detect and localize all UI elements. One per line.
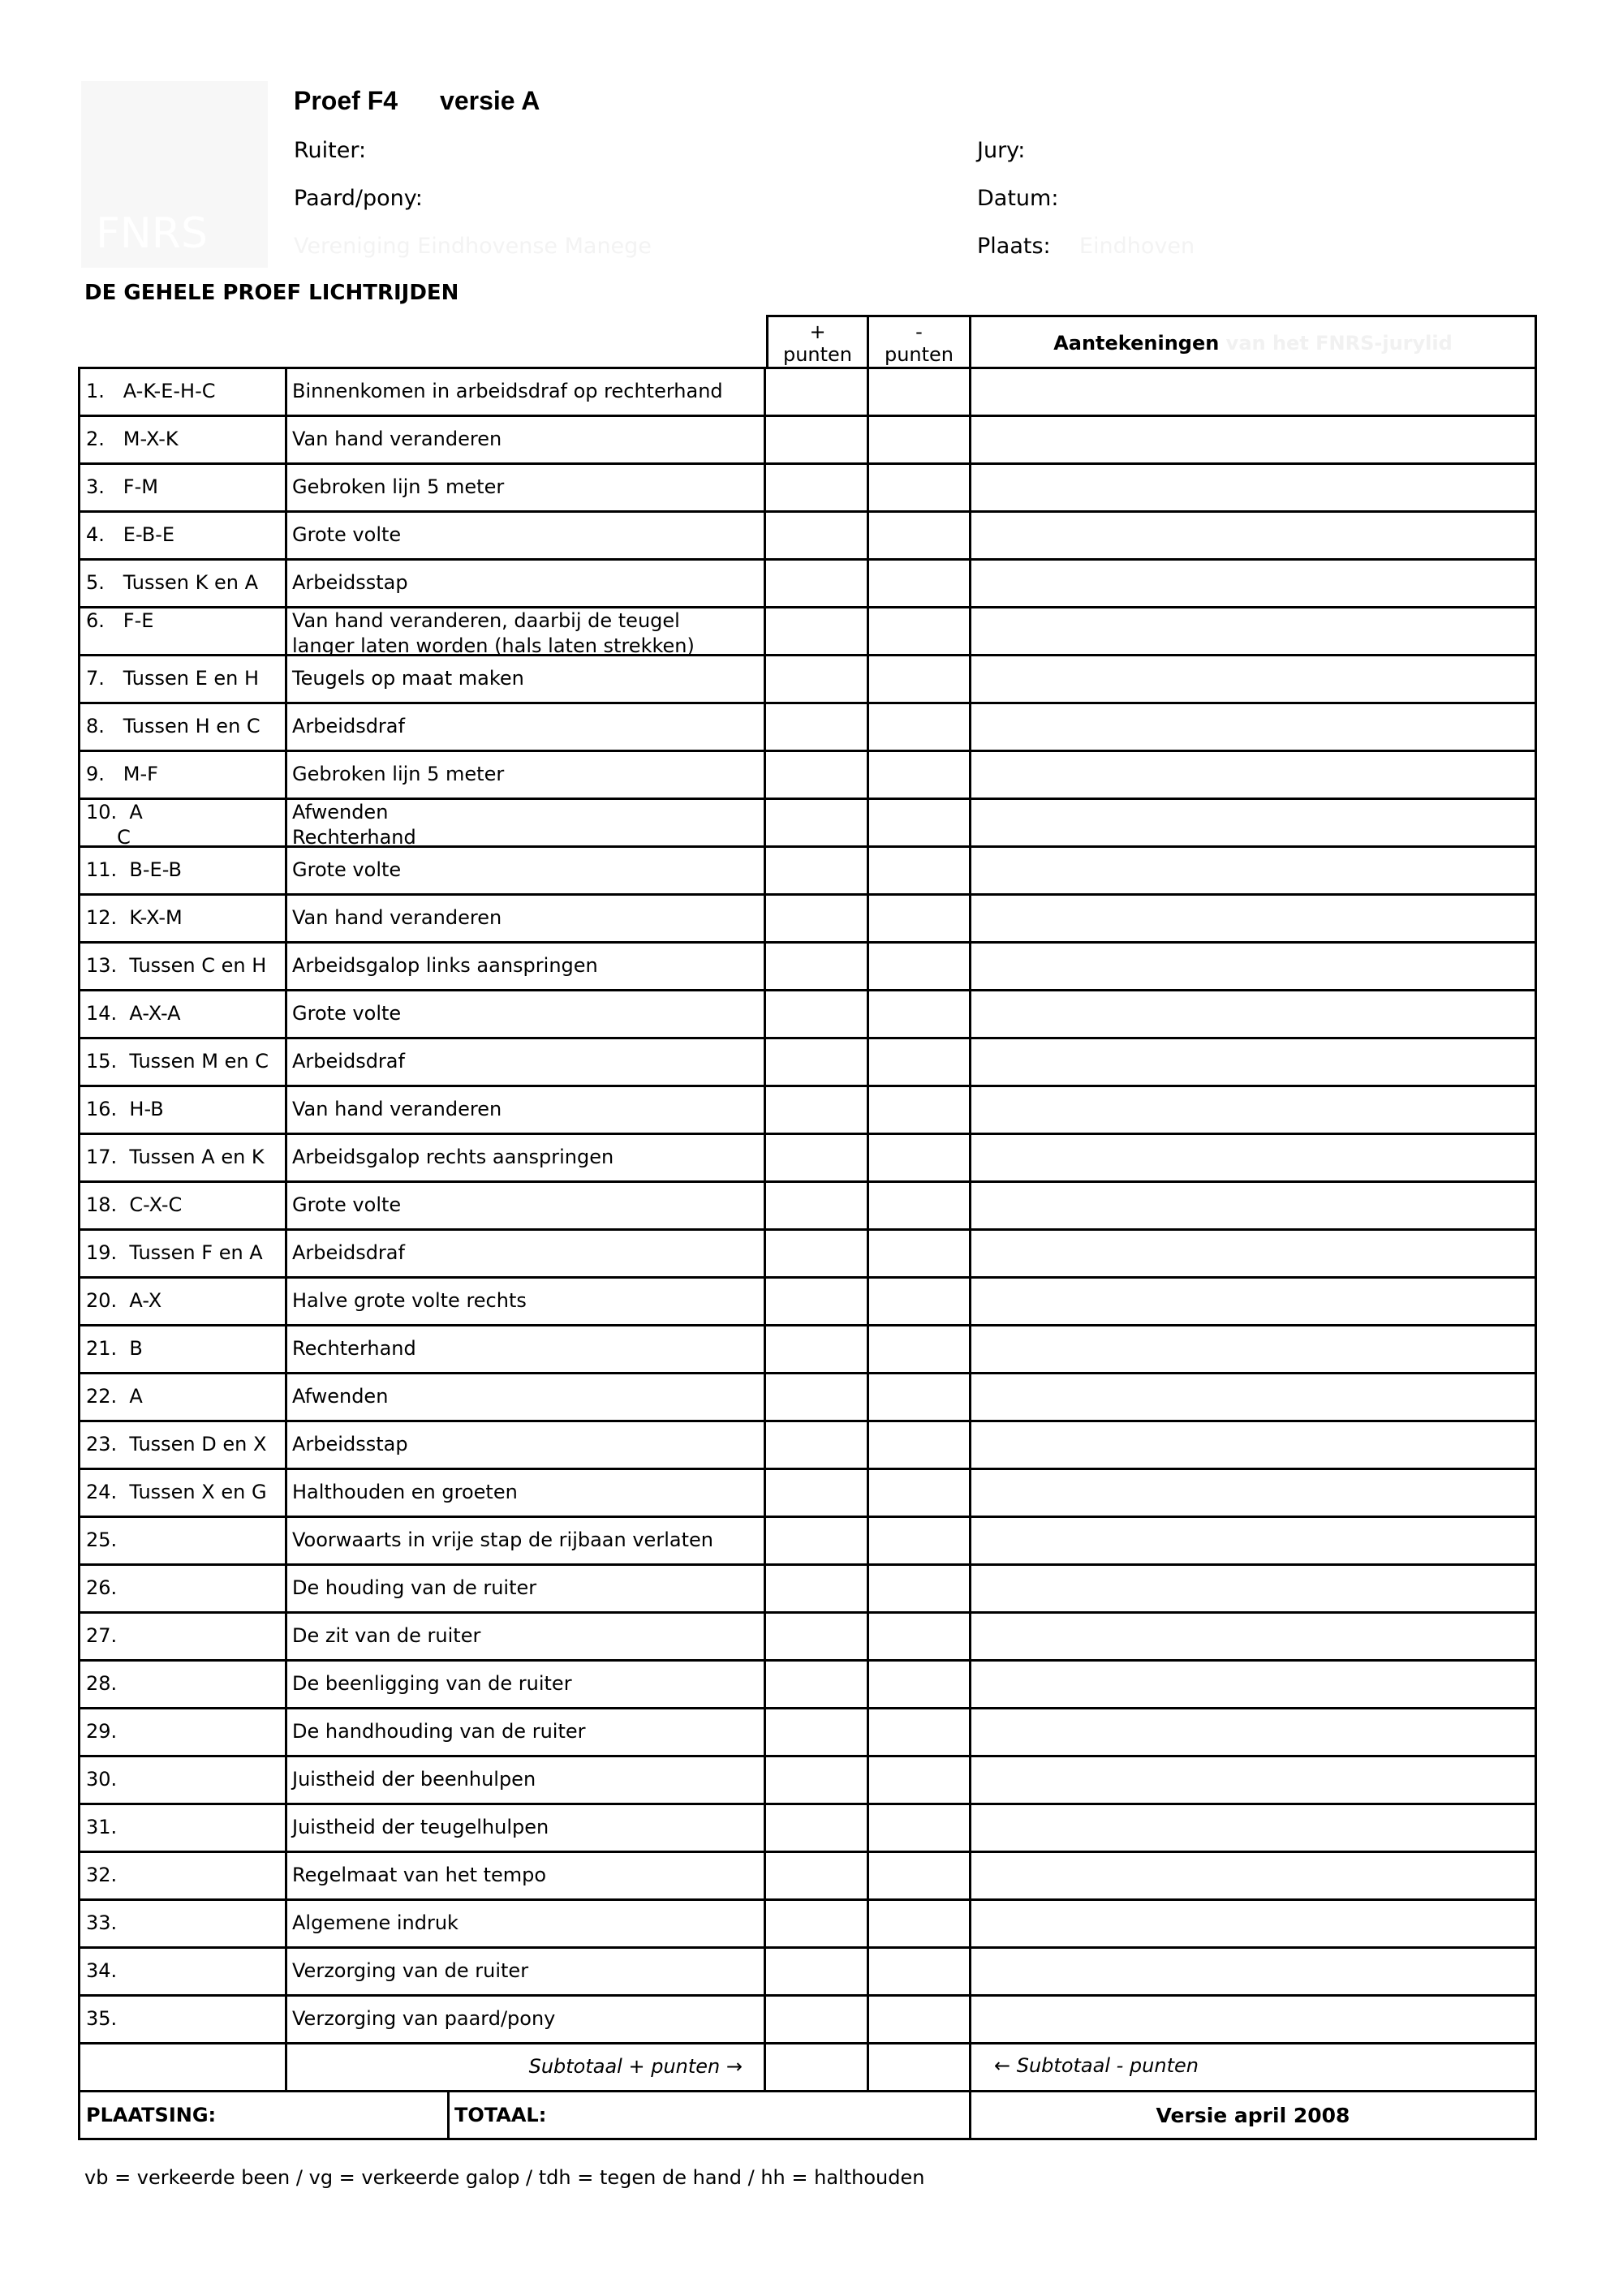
plus-points-cell[interactable] [766,1135,869,1180]
minus-points-cell[interactable] [869,1374,971,1420]
table-row [78,1566,1537,1614]
movement-description: Binnenkomen in arbeidsdraf op rechterhand [287,369,766,415]
minus-points-cell[interactable] [869,1805,971,1851]
plus-points-cell[interactable] [766,896,869,941]
movement-description: Rechterhand [287,1326,766,1372]
movement-letters: 21. B [78,1326,287,1372]
table-row [78,1135,1537,1183]
svg-text:FNRS: FNRS [96,209,208,258]
movement-description: Gebroken lijn 5 meter [287,465,766,510]
table-row [78,1614,1537,1662]
movement-letters: 28. [78,1662,287,1707]
movement-description: Halve grote volte rechts [287,1279,766,1324]
minus-points-cell[interactable] [869,608,971,654]
plus-label: punten [782,343,853,366]
table-row [78,1757,1537,1805]
datum-label: Datum: [977,186,1059,211]
movement-letters: 26. [78,1566,287,1611]
table-row [78,1183,1537,1231]
movement-description: Voorwaarts in vrije stap de rijbaan verlaten [287,1518,766,1563]
notes-header [971,315,1537,367]
minus-points-cell[interactable] [869,465,971,510]
plus-points-cell[interactable] [766,1997,869,2042]
minus-label: punten [884,343,954,366]
movement-description: Algemene indruk [287,1901,766,1946]
movement-letters: 7. Tussen E en H [78,656,287,702]
table-row [78,1805,1537,1853]
movement-letters: 5. Tussen K en A [78,561,287,606]
movement-letters: 23. Tussen D en X [78,1422,287,1468]
table-row [78,1662,1537,1709]
table-row [78,848,1537,896]
movement-description: Afwenden Rechterhand [287,800,766,845]
table-row [78,1470,1537,1518]
subtotal-plus-cell[interactable] [766,2044,869,2090]
table-row [78,1949,1537,1997]
table-row [78,1853,1537,1901]
section-heading: DE GEHELE PROEF LICHTRIJDEN [84,281,459,305]
table-row [78,1326,1537,1374]
movement-letters: 11. B-E-B [78,848,287,893]
minus-points-cell[interactable] [869,1326,971,1372]
minus-points-cell[interactable] [869,704,971,750]
table-row [78,417,1537,465]
plus-points-cell[interactable] [766,656,869,702]
movement-description: Teugels op maat maken [287,656,766,702]
plus-points-cell[interactable] [766,1518,869,1563]
minus-points-cell[interactable] [869,1997,971,2042]
movement-letters: 29. [78,1709,287,1755]
plus-points-cell[interactable] [766,1183,869,1228]
plus-points-cell[interactable] [766,1231,869,1276]
totaal-label: TOTAAL: [450,2092,971,2138]
minus-points-cell[interactable] [869,656,971,702]
plus-symbol: + [809,320,826,343]
movement-letters: 33. [78,1901,287,1946]
notes-cell[interactable] [971,1231,1537,1276]
table-row [78,1709,1537,1757]
minus-points-header [869,315,971,367]
table-row [78,369,1537,417]
notes-cell[interactable] [971,656,1537,702]
notes-cell[interactable] [971,1566,1537,1611]
notes-cell[interactable] [971,369,1537,415]
movement-letters: 34. [78,1949,287,1994]
minus-points-cell[interactable] [869,944,971,989]
notes-cell[interactable] [971,800,1537,845]
notes-cell[interactable] [971,1709,1537,1755]
minus-points-cell[interactable] [869,1422,971,1468]
notes-cell[interactable] [971,1279,1537,1324]
movement-description: Arbeidsdraf [287,1231,766,1276]
notes-header-bold: Aantekeningen [1053,332,1220,355]
plus-points-cell[interactable] [766,1949,869,1994]
notes-cell[interactable] [971,1757,1537,1803]
movement-description: De handhouding van de ruiter [287,1709,766,1755]
minus-points-cell[interactable] [869,1135,971,1180]
notes-cell[interactable] [971,896,1537,941]
plus-points-cell[interactable] [766,369,869,415]
version-label: Versie april 2008 [971,2092,1537,2138]
plus-points-cell[interactable] [766,1039,869,1085]
subtotal-num-cell [78,2044,287,2090]
movement-description: Grote volte [287,1183,766,1228]
movement-description: De houding van de ruiter [287,1566,766,1611]
plus-points-cell[interactable] [766,513,869,558]
page-title [294,86,540,116]
plus-points-cell[interactable] [766,752,869,798]
movement-letters: 4. E-B-E [78,513,287,558]
table-row [78,1087,1537,1135]
minus-points-cell[interactable] [869,991,971,1037]
plus-points-cell[interactable] [766,1853,869,1898]
minus-points-cell[interactable] [869,1853,971,1898]
notes-cell[interactable] [971,1326,1537,1372]
movement-letters: 12. K-X-M [78,896,287,941]
notes-cell[interactable] [971,1997,1537,2042]
movement-letters: 35. [78,1997,287,2042]
notes-cell[interactable] [971,1853,1537,1898]
movement-letters: 14. A-X-A [78,991,287,1037]
notes-cell[interactable] [971,1805,1537,1851]
movement-letters: 24. Tussen X en G [78,1470,287,1516]
movement-description: Arbeidsstap [287,561,766,606]
movement-letters: 13. Tussen C en H [78,944,287,989]
movement-description: Grote volte [287,848,766,893]
movement-description: De zit van de ruiter [287,1614,766,1659]
minus-points-cell[interactable] [869,1901,971,1946]
movement-letters: 31. [78,1805,287,1851]
movement-letters: 3. F-M [78,465,287,510]
movement-description: Van hand veranderen [287,896,766,941]
table-row [78,1279,1537,1326]
movement-letters: 16. H-B [78,1087,287,1133]
table-row [78,944,1537,991]
minus-points-cell[interactable] [869,1518,971,1563]
movement-description: Grote volte [287,991,766,1037]
proef-version: versie A [440,86,540,115]
proef-name: Proef F4 [294,86,398,115]
table-row [78,1231,1537,1279]
movement-description: Juistheid der teugelhulpen [287,1805,766,1851]
notes-cell[interactable] [971,1662,1537,1707]
plus-points-cell[interactable] [766,608,869,654]
notes-cell[interactable] [971,1183,1537,1228]
notes-cell[interactable] [971,704,1537,750]
notes-cell[interactable] [971,1135,1537,1180]
table-row [78,1374,1537,1422]
plus-points-header [766,315,869,367]
subtotal-minus-cell[interactable] [869,2044,971,2090]
minus-points-cell[interactable] [869,1470,971,1516]
movement-letters: 2. M-X-K [78,417,287,462]
notes-cell[interactable] [971,513,1537,558]
movement-description: De beenligging van de ruiter [287,1662,766,1707]
movement-letters: 9. M-F [78,752,287,798]
minus-points-cell[interactable] [869,1231,971,1276]
movement-description: Van hand veranderen [287,417,766,462]
notes-cell[interactable] [971,944,1537,989]
movement-description: Regelmaat van het tempo [287,1853,766,1898]
minus-points-cell[interactable] [869,848,971,893]
minus-points-cell[interactable] [869,369,971,415]
movement-letters: 18. C-X-C [78,1183,287,1228]
notes-cell[interactable] [971,465,1537,510]
minus-points-cell[interactable] [869,1757,971,1803]
fnrs-logo [81,81,268,268]
notes-cell[interactable] [971,1949,1537,1994]
table-row [78,800,1537,848]
notes-cell[interactable] [971,1374,1537,1420]
movement-description: Juistheid der beenhulpen [287,1757,766,1803]
minus-points-cell[interactable] [869,513,971,558]
movement-letters: 30. [78,1757,287,1803]
plus-points-cell[interactable] [766,1662,869,1707]
notes-cell[interactable] [971,1039,1537,1085]
notes-cell[interactable] [971,417,1537,462]
plus-points-cell[interactable] [766,1326,869,1372]
movement-description: Arbeidsgalop rechts aanspringen [287,1135,766,1180]
plus-points-cell[interactable] [766,1566,869,1611]
movement-letters: 10. A C [78,800,287,845]
movement-letters: 27. [78,1614,287,1659]
notes-cell[interactable] [971,1087,1537,1133]
plus-points-cell[interactable] [766,1422,869,1468]
table-row [78,513,1537,561]
movement-letters: 19. Tussen F en A [78,1231,287,1276]
movement-letters: 15. Tussen M en C [78,1039,287,1085]
movement-description: Verzorging van paard/pony [287,1997,766,2042]
movement-description: Verzorging van de ruiter [287,1949,766,1994]
plus-points-cell[interactable] [766,417,869,462]
movement-description: Grote volte [287,513,766,558]
movement-description: Arbeidsdraf [287,1039,766,1085]
minus-points-cell[interactable] [869,1087,971,1133]
plus-points-cell[interactable] [766,1757,869,1803]
plus-points-cell[interactable] [766,1901,869,1946]
table-row [78,465,1537,513]
movement-letters: 6. F-E [78,608,287,654]
score-table [78,315,1537,2140]
plus-points-cell[interactable] [766,991,869,1037]
table-row [78,561,1537,608]
minus-points-cell[interactable] [869,896,971,941]
table-row [78,704,1537,752]
movement-description: Arbeidsstap [287,1422,766,1468]
minus-points-cell[interactable] [869,752,971,798]
plaats-value: Eindhoven [1079,234,1195,259]
notes-cell[interactable] [971,608,1537,654]
movement-letters: 17. Tussen A en K [78,1135,287,1180]
movement-letters: 8. Tussen H en C [78,704,287,750]
ruiter-label: Ruiter: [294,138,367,163]
notes-cell[interactable] [971,991,1537,1037]
notes-cell[interactable] [971,1614,1537,1659]
notes-cell[interactable] [971,752,1537,798]
plus-points-cell[interactable] [766,465,869,510]
minus-points-cell[interactable] [869,1614,971,1659]
plus-points-cell[interactable] [766,561,869,606]
table-header [78,315,1537,369]
movement-description: Gebroken lijn 5 meter [287,752,766,798]
notes-cell[interactable] [971,1422,1537,1468]
table-row [78,752,1537,800]
movement-letters: 20. A-X [78,1279,287,1324]
plus-points-cell[interactable] [766,1805,869,1851]
plus-points-cell[interactable] [766,1279,869,1324]
table-row [78,608,1537,656]
minus-points-cell[interactable] [869,1709,971,1755]
notes-cell[interactable] [971,848,1537,893]
plus-points-cell[interactable] [766,800,869,845]
plus-points-cell[interactable] [766,1709,869,1755]
notes-cell[interactable] [971,1470,1537,1516]
minus-symbol: - [915,320,923,343]
notes-cell[interactable] [971,561,1537,606]
notes-cell[interactable] [971,1518,1537,1563]
minus-points-cell[interactable] [869,1039,971,1085]
movement-letters: 32. [78,1853,287,1898]
table-row [78,1039,1537,1087]
table-row [78,991,1537,1039]
table-row [78,1901,1537,1949]
jury-label: Jury: [977,138,1026,163]
table-row [78,656,1537,704]
notes-header-rest: van het FNRS-jurylid [1219,332,1453,355]
table-row [78,1422,1537,1470]
minus-points-cell[interactable] [869,800,971,845]
table-row [78,896,1537,944]
movement-description: Arbeidsgalop links aanspringen [287,944,766,989]
movement-description: Halthouden en groeten [287,1470,766,1516]
movement-letters: 22. A [78,1374,287,1420]
minus-points-cell[interactable] [869,417,971,462]
plaats-label: Plaats: [977,234,1051,259]
abbreviations-legend: vb = verkeerde been / vg = verkeerde galop / tdh = tegen de hand / hh = halthouden [84,2166,925,2189]
movement-letters: 1. A-K-E-H-C [78,369,287,415]
subtotal-plus-label: Subtotaal + punten → [287,2044,766,2090]
minus-points-cell[interactable] [869,1183,971,1228]
totals-row [78,2092,1537,2140]
vereniging-text: Vereniging Eindhovense Manege [294,234,652,259]
plus-points-cell[interactable] [766,1374,869,1420]
notes-cell[interactable] [971,1901,1537,1946]
movement-letters: 25. [78,1518,287,1563]
subtotal-row [78,2044,1537,2092]
plus-points-cell[interactable] [766,1087,869,1133]
paard-label: Paard/pony: [294,186,423,211]
minus-points-cell[interactable] [869,1279,971,1324]
movement-description: Afwenden [287,1374,766,1420]
minus-points-cell[interactable] [869,1949,971,1994]
table-row [78,1518,1537,1566]
movement-description: Van hand veranderen, daarbij de teugel langer laten worden (hals laten strekken) [287,608,766,654]
subtotal-minus-label: ← Subtotaal - punten [971,2044,1537,2090]
minus-points-cell[interactable] [869,561,971,606]
plaatsing-label: PLAATSING: [78,2092,450,2138]
plus-points-cell[interactable] [766,704,869,750]
table-row [78,1997,1537,2044]
plus-points-cell[interactable] [766,848,869,893]
minus-points-cell[interactable] [869,1662,971,1707]
movement-description: Van hand veranderen [287,1087,766,1133]
minus-points-cell[interactable] [869,1566,971,1611]
plus-points-cell[interactable] [766,1614,869,1659]
plus-points-cell[interactable] [766,1470,869,1516]
movement-description: Arbeidsdraf [287,704,766,750]
table-body [78,369,1537,2044]
plus-points-cell[interactable] [766,944,869,989]
